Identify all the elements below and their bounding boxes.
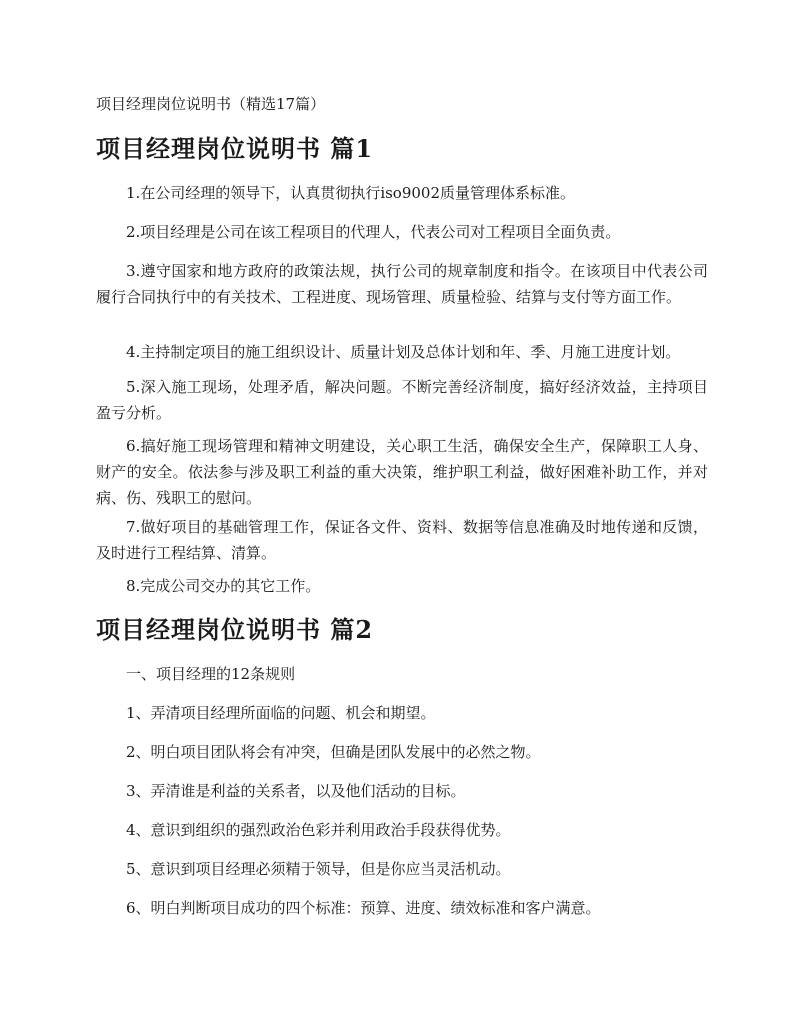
section-1-paragraph-1: 1.在公司经理的领导下，认真贯彻执行iso9002质量管理体系标准。 bbox=[126, 184, 576, 202]
section-1-heading: 项目经理岗位说明书 篇1 bbox=[96, 134, 374, 163]
section-1-paragraph-6: 6.搞好施工现场管理和精神文明建设，关心职工生活，确保安全生产，保障职工人身、财产的安全。依法参与涉及职工利益的重大决策，维护职工利益，做好困难补助工作，并对病、伤、残职工的慰问。 bbox=[96, 437, 708, 507]
section-2-paragraph-2: 1、弄清项目经理所面临的问题、机会和期望。 bbox=[126, 704, 436, 722]
section-1-paragraph-3: 3.遵守国家和地方政府的政策法规，执行公司的规章制度和指令。在该项目中代表公司履行合同执行中的有关技术、工程进度、现场管理、质量检验、结算与支付等方面工作。 bbox=[96, 262, 708, 306]
section-2-paragraph-5: 4、意识到组织的强烈政治色彩并利用政治手段获得优势。 bbox=[126, 821, 511, 839]
section-1-paragraph-7: 7.做好项目的基础管理工作，保证各文件、资料、数据等信息准确及时地传递和反馈，及时进行工程结算、清算。 bbox=[96, 518, 708, 562]
document-title: 项目经理岗位说明书（精选17篇） bbox=[96, 95, 326, 113]
section-1-paragraph-8: 8.完成公司交办的其它工作。 bbox=[126, 577, 321, 595]
section-2-paragraph-7: 6、明白判断项目成功的四个标准：预算、进度、绩效标准和客户满意。 bbox=[126, 899, 601, 917]
section-2-paragraph-1: 一、项目经理的12条规则 bbox=[126, 665, 296, 683]
section-2-paragraph-6: 5、意识到项目经理必须精于领导，但是你应当灵活机动。 bbox=[126, 860, 511, 878]
section-1-paragraph-4: 4.主持制定项目的施工组织设计、质量计划及总体计划和年、季、月施工进度计划。 bbox=[126, 343, 681, 361]
section-1-paragraph-2: 2.项目经理是公司在该工程项目的代理人，代表公司对工程项目全面负责。 bbox=[126, 223, 621, 241]
section-1-paragraph-5: 5.深入施工现场，处理矛盾，解决问题。不断完善经济制度，搞好经济效益，主持项目盈亏分析。 bbox=[96, 378, 708, 422]
section-2-paragraph-4: 3、弄清谁是利益的关系者，以及他们活动的目标。 bbox=[126, 782, 466, 800]
section-2-heading: 项目经理岗位说明书 篇2 bbox=[96, 615, 374, 644]
section-2-paragraph-3: 2、明白项目团队将会有冲突，但确是团队发展中的必然之物。 bbox=[126, 743, 541, 761]
